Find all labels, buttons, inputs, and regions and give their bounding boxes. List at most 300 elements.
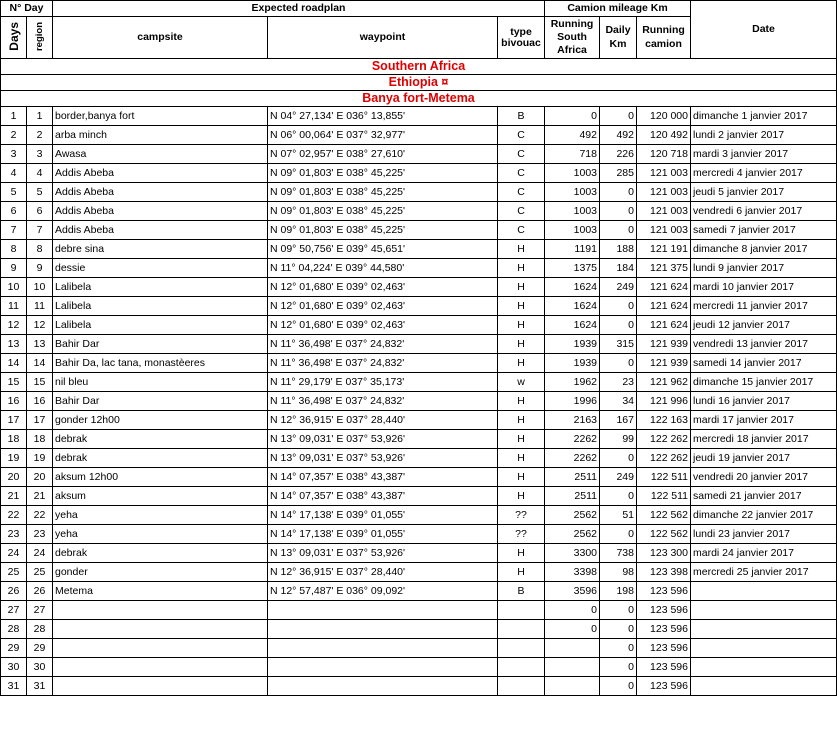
table-row — [1, 145, 837, 164]
campsite-cell: gonder — [53, 563, 268, 582]
table-row — [1, 240, 837, 259]
daily-km-cell: 0 — [600, 639, 637, 658]
type-bivouac-cell: H — [498, 335, 545, 354]
date-cell: samedi 7 janvier 2017 — [691, 221, 837, 240]
waypoint-cell: N 14° 17,138' E 039° 01,055' — [268, 506, 498, 525]
region-header — [27, 17, 53, 59]
date-cell: mercredi 11 janvier 2017 — [691, 297, 837, 316]
date-cell: dimanche 22 janvier 2017 — [691, 506, 837, 525]
running-camion-cell: 121 003 — [637, 164, 691, 183]
type-bivouac-cell: H — [498, 468, 545, 487]
table-row — [1, 582, 837, 601]
daily-km-cell: 0 — [600, 297, 637, 316]
running-camion-cell: 121 624 — [637, 316, 691, 335]
section-banya-label: Banya fort-Metema — [1, 91, 837, 107]
date-cell: jeudi 12 janvier 2017 — [691, 316, 837, 335]
table-row — [1, 107, 837, 126]
waypoint-cell — [268, 658, 498, 677]
date-cell: samedi 21 janvier 2017 — [691, 487, 837, 506]
days-header — [1, 17, 27, 59]
daily-km-cell: 184 — [600, 259, 637, 278]
table-row — [1, 335, 837, 354]
date-cell: mercredi 4 janvier 2017 — [691, 164, 837, 183]
campsite-cell: Bahir Dar — [53, 392, 268, 411]
type-bivouac-cell: H — [498, 563, 545, 582]
date-cell: mardi 3 janvier 2017 — [691, 145, 837, 164]
running-camion-cell: 123 596 — [637, 639, 691, 658]
type-bivouac-cell: H — [498, 297, 545, 316]
day-cell: 28 — [1, 620, 27, 639]
running-sa-cell: 2511 — [545, 468, 600, 487]
campsite-cell: Lalibela — [53, 278, 268, 297]
daily-km-cell: 0 — [600, 525, 637, 544]
date-cell: dimanche 8 janvier 2017 — [691, 240, 837, 259]
daily-km-cell: 34 — [600, 392, 637, 411]
region-cell: 7 — [27, 221, 53, 240]
waypoint-cell: N 11° 36,498' E 037° 24,832' — [268, 335, 498, 354]
table-row — [1, 639, 837, 658]
running-camion-cell: 121 624 — [637, 278, 691, 297]
region-cell: 2 — [27, 126, 53, 145]
type-bivouac-cell: H — [498, 487, 545, 506]
running-camion-cell: 123 596 — [637, 677, 691, 696]
type-bivouac-cell: ?? — [498, 525, 545, 544]
daily-km-cell: 249 — [600, 468, 637, 487]
table-row — [1, 658, 837, 677]
campsite-cell: Bahir Da, lac tana, monastèeres — [53, 354, 268, 373]
campsite-cell: Lalibela — [53, 316, 268, 335]
running-sa-cell: 1962 — [545, 373, 600, 392]
type-bivouac-cell: C — [498, 183, 545, 202]
running-camion-cell: 120 718 — [637, 145, 691, 164]
date-cell: samedi 14 janvier 2017 — [691, 354, 837, 373]
days-header-label: Days — [6, 21, 21, 51]
day-cell: 5 — [1, 183, 27, 202]
table-row — [1, 430, 837, 449]
waypoint-cell: N 11° 36,498' E 037° 24,832' — [268, 392, 498, 411]
day-cell: 11 — [1, 297, 27, 316]
day-cell: 6 — [1, 202, 27, 221]
date-cell: jeudi 19 janvier 2017 — [691, 449, 837, 468]
running-camion-cell: 122 562 — [637, 506, 691, 525]
campsite-cell: debrak — [53, 544, 268, 563]
daily-km-cell: 99 — [600, 430, 637, 449]
daily-km-cell: 167 — [600, 411, 637, 430]
day-cell: 14 — [1, 354, 27, 373]
header-row-1 — [1, 1, 837, 17]
region-cell: 18 — [27, 430, 53, 449]
running-camion-cell: 123 398 — [637, 563, 691, 582]
date-cell: mercredi 18 janvier 2017 — [691, 430, 837, 449]
type-bivouac-cell — [498, 620, 545, 639]
running-camion-cell: 122 511 — [637, 487, 691, 506]
table-row — [1, 468, 837, 487]
waypoint-cell: N 14° 17,138' E 039° 01,055' — [268, 525, 498, 544]
table-row — [1, 183, 837, 202]
region-cell: 17 — [27, 411, 53, 430]
running-sa-cell: 2562 — [545, 506, 600, 525]
running-camion-cell: 121 191 — [637, 240, 691, 259]
waypoint-cell: N 09° 01,803' E 038° 45,225' — [268, 202, 498, 221]
type-bivouac-cell: C — [498, 126, 545, 145]
running-camion-cell: 123 596 — [637, 601, 691, 620]
table-row — [1, 164, 837, 183]
type-bivouac-cell: C — [498, 221, 545, 240]
region-cell: 15 — [27, 373, 53, 392]
region-cell: 8 — [27, 240, 53, 259]
day-cell: 22 — [1, 506, 27, 525]
waypoint-cell: N 09° 50,756' E 039° 45,651' — [268, 240, 498, 259]
type-bivouac-cell: H — [498, 259, 545, 278]
table-row — [1, 677, 837, 696]
campsite-cell: Bahir Dar — [53, 335, 268, 354]
waypoint-cell: N 06° 00,064' E 037° 32,977' — [268, 126, 498, 145]
waypoint-header: waypoint — [268, 17, 498, 59]
daily-km-cell: 51 — [600, 506, 637, 525]
day-cell: 21 — [1, 487, 27, 506]
day-cell: 2 — [1, 126, 27, 145]
running-sa-cell: 1939 — [545, 335, 600, 354]
date-cell: mardi 17 janvier 2017 — [691, 411, 837, 430]
campsite-cell: Addis Abeba — [53, 164, 268, 183]
daily-km-cell: 23 — [600, 373, 637, 392]
running-sa-cell: 1003 — [545, 202, 600, 221]
waypoint-cell — [268, 677, 498, 696]
daily-km-cell: 0 — [600, 620, 637, 639]
type-bivouac-cell: C — [498, 145, 545, 164]
running-camion-cell: 122 262 — [637, 430, 691, 449]
waypoint-cell: N 12° 01,680' E 039° 02,463' — [268, 297, 498, 316]
region-cell: 13 — [27, 335, 53, 354]
running-camion-cell: 121 962 — [637, 373, 691, 392]
running-camion-cell: 120 000 — [637, 107, 691, 126]
campsite-cell — [53, 658, 268, 677]
waypoint-cell: N 09° 01,803' E 038° 45,225' — [268, 183, 498, 202]
day-cell: 13 — [1, 335, 27, 354]
table-row — [1, 620, 837, 639]
campsite-cell: arba minch — [53, 126, 268, 145]
region-cell: 21 — [27, 487, 53, 506]
campsite-cell: border,banya fort — [53, 107, 268, 126]
date-cell: mardi 10 janvier 2017 — [691, 278, 837, 297]
running-camion-cell: 123 300 — [637, 544, 691, 563]
campsite-cell: Metema — [53, 582, 268, 601]
type-bivouac-cell: H — [498, 354, 545, 373]
running-sa-cell: 718 — [545, 145, 600, 164]
table-row — [1, 354, 837, 373]
expected-roadplan-header: Expected roadplan — [53, 1, 545, 17]
region-cell: 30 — [27, 658, 53, 677]
waypoint-cell: N 09° 01,803' E 038° 45,225' — [268, 164, 498, 183]
running-sa-cell — [545, 639, 600, 658]
daily-km-cell: 98 — [600, 563, 637, 582]
table-row — [1, 506, 837, 525]
date-cell: lundi 23 janvier 2017 — [691, 525, 837, 544]
region-cell: 24 — [27, 544, 53, 563]
table-row — [1, 392, 837, 411]
section-banya — [1, 91, 837, 107]
date-cell — [691, 601, 837, 620]
campsite-cell: Addis Abeba — [53, 202, 268, 221]
running-sa-cell: 1003 — [545, 164, 600, 183]
section-ethiopia — [1, 75, 837, 91]
daily-km-cell: 738 — [600, 544, 637, 563]
region-cell: 26 — [27, 582, 53, 601]
waypoint-cell: N 13° 09,031' E 037° 53,926' — [268, 430, 498, 449]
region-cell: 28 — [27, 620, 53, 639]
day-cell: 26 — [1, 582, 27, 601]
daily-km-cell: 0 — [600, 601, 637, 620]
day-cell: 16 — [1, 392, 27, 411]
campsite-cell: Awasa — [53, 145, 268, 164]
table-row — [1, 449, 837, 468]
type-bivouac-cell — [498, 639, 545, 658]
daily-km-cell: 0 — [600, 183, 637, 202]
table-row — [1, 525, 837, 544]
waypoint-cell: N 12° 01,680' E 039° 02,463' — [268, 278, 498, 297]
waypoint-cell: N 09° 01,803' E 038° 45,225' — [268, 221, 498, 240]
type-bivouac-cell: ?? — [498, 506, 545, 525]
day-cell: 29 — [1, 639, 27, 658]
region-cell: 4 — [27, 164, 53, 183]
day-cell: 1 — [1, 107, 27, 126]
date-cell — [691, 677, 837, 696]
campsite-cell: gonder 12h00 — [53, 411, 268, 430]
region-header-label: region — [33, 21, 45, 51]
date-cell: lundi 2 janvier 2017 — [691, 126, 837, 145]
type-bivouac-header: type bivouac — [498, 17, 545, 59]
daily-km-header: Daily Km — [600, 17, 637, 59]
running-camion-cell: 121 003 — [637, 221, 691, 240]
type-bivouac-cell — [498, 658, 545, 677]
campsite-cell: Addis Abeba — [53, 183, 268, 202]
type-bivouac-cell: H — [498, 240, 545, 259]
table-row — [1, 601, 837, 620]
daily-km-cell: 249 — [600, 278, 637, 297]
running-camion-cell: 121 003 — [637, 202, 691, 221]
type-bivouac-cell: B — [498, 107, 545, 126]
daily-km-cell: 226 — [600, 145, 637, 164]
table-row — [1, 297, 837, 316]
day-cell: 25 — [1, 563, 27, 582]
running-sa-cell — [545, 658, 600, 677]
type-bivouac-cell: H — [498, 392, 545, 411]
table-row — [1, 373, 837, 392]
waypoint-cell: N 14° 07,357' E 038° 43,387' — [268, 487, 498, 506]
section-ethiopia-label: Ethiopia ¤ — [1, 75, 837, 91]
running-camion-cell: 122 562 — [637, 525, 691, 544]
running-sa-cell: 492 — [545, 126, 600, 145]
day-cell: 23 — [1, 525, 27, 544]
running-camion-cell: 120 492 — [637, 126, 691, 145]
day-cell: 8 — [1, 240, 27, 259]
campsite-cell — [53, 601, 268, 620]
campsite-cell — [53, 620, 268, 639]
type-bivouac-cell: H — [498, 430, 545, 449]
running-camion-cell: 121 003 — [637, 183, 691, 202]
type-bivouac-cell: H — [498, 449, 545, 468]
type-bivouac-cell: H — [498, 544, 545, 563]
waypoint-cell: N 14° 07,357' E 038° 43,387' — [268, 468, 498, 487]
running-camion-cell: 121 939 — [637, 354, 691, 373]
day-cell: 4 — [1, 164, 27, 183]
running-camion-header: Running camion — [637, 17, 691, 59]
running-sa-header: Running South Africa — [545, 17, 600, 59]
waypoint-cell: N 12° 36,915' E 037° 28,440' — [268, 411, 498, 430]
table-row — [1, 202, 837, 221]
date-cell: dimanche 1 janvier 2017 — [691, 107, 837, 126]
running-sa-cell: 1375 — [545, 259, 600, 278]
running-camion-cell: 121 624 — [637, 297, 691, 316]
campsite-cell — [53, 677, 268, 696]
waypoint-cell: N 11° 29,179' E 037° 35,173' — [268, 373, 498, 392]
type-bivouac-cell — [498, 601, 545, 620]
table-row — [1, 278, 837, 297]
section-southern-africa-label: Southern Africa — [1, 59, 837, 75]
region-cell: 10 — [27, 278, 53, 297]
running-sa-cell: 2262 — [545, 430, 600, 449]
day-cell: 30 — [1, 658, 27, 677]
running-sa-cell: 2562 — [545, 525, 600, 544]
type-bivouac-cell: C — [498, 202, 545, 221]
daily-km-cell: 0 — [600, 449, 637, 468]
day-cell: 19 — [1, 449, 27, 468]
daily-km-cell: 0 — [600, 221, 637, 240]
table-row — [1, 221, 837, 240]
waypoint-cell: N 11° 36,498' E 037° 24,832' — [268, 354, 498, 373]
camion-mileage-header: Camion mileage Km — [545, 1, 691, 17]
type-bivouac-cell: H — [498, 411, 545, 430]
table-row — [1, 259, 837, 278]
waypoint-cell — [268, 601, 498, 620]
daily-km-cell: 0 — [600, 316, 637, 335]
running-sa-cell: 1003 — [545, 183, 600, 202]
running-camion-cell: 123 596 — [637, 582, 691, 601]
campsite-cell: aksum — [53, 487, 268, 506]
campsite-cell: debrak — [53, 449, 268, 468]
campsite-cell: Addis Abeba — [53, 221, 268, 240]
region-cell: 23 — [27, 525, 53, 544]
date-cell: vendredi 6 janvier 2017 — [691, 202, 837, 221]
campsite-cell: yeha — [53, 506, 268, 525]
type-bivouac-cell: w — [498, 373, 545, 392]
region-cell: 11 — [27, 297, 53, 316]
running-sa-cell: 1624 — [545, 278, 600, 297]
region-cell: 20 — [27, 468, 53, 487]
day-cell: 15 — [1, 373, 27, 392]
region-cell: 12 — [27, 316, 53, 335]
date-cell: mardi 24 janvier 2017 — [691, 544, 837, 563]
campsite-cell: dessie — [53, 259, 268, 278]
running-camion-cell: 121 375 — [637, 259, 691, 278]
daily-km-cell: 0 — [600, 658, 637, 677]
region-cell: 19 — [27, 449, 53, 468]
running-camion-cell: 122 163 — [637, 411, 691, 430]
daily-km-cell: 315 — [600, 335, 637, 354]
waypoint-cell: N 04° 27,134' E 036° 13,855' — [268, 107, 498, 126]
waypoint-cell: N 12° 57,487' E 036° 09,092' — [268, 582, 498, 601]
region-cell: 1 — [27, 107, 53, 126]
daily-km-cell: 0 — [600, 107, 637, 126]
date-cell — [691, 658, 837, 677]
type-bivouac-cell: B — [498, 582, 545, 601]
date-cell — [691, 620, 837, 639]
day-cell: 17 — [1, 411, 27, 430]
day-cell: 27 — [1, 601, 27, 620]
running-sa-cell: 0 — [545, 601, 600, 620]
waypoint-cell: N 13° 09,031' E 037° 53,926' — [268, 544, 498, 563]
running-sa-cell: 2163 — [545, 411, 600, 430]
type-bivouac-cell: H — [498, 316, 545, 335]
daily-km-cell: 188 — [600, 240, 637, 259]
date-cell: mercredi 25 janvier 2017 — [691, 563, 837, 582]
region-cell: 3 — [27, 145, 53, 164]
running-sa-cell: 1624 — [545, 297, 600, 316]
daily-km-cell: 0 — [600, 202, 637, 221]
campsite-cell: debrak — [53, 430, 268, 449]
type-bivouac-cell — [498, 677, 545, 696]
table-row — [1, 563, 837, 582]
running-sa-cell: 1191 — [545, 240, 600, 259]
region-cell: 9 — [27, 259, 53, 278]
date-cell: lundi 16 janvier 2017 — [691, 392, 837, 411]
running-camion-cell: 123 596 — [637, 620, 691, 639]
running-sa-cell: 0 — [545, 620, 600, 639]
daily-km-cell: 0 — [600, 677, 637, 696]
waypoint-cell: N 12° 01,680' E 039° 02,463' — [268, 316, 498, 335]
table-row — [1, 544, 837, 563]
region-cell: 31 — [27, 677, 53, 696]
campsite-cell: debre sina — [53, 240, 268, 259]
date-cell: vendredi 20 janvier 2017 — [691, 468, 837, 487]
region-cell: 5 — [27, 183, 53, 202]
running-sa-cell: 2511 — [545, 487, 600, 506]
day-cell: 7 — [1, 221, 27, 240]
n-day-header: N° Day — [1, 1, 53, 17]
region-cell: 29 — [27, 639, 53, 658]
date-cell: jeudi 5 janvier 2017 — [691, 183, 837, 202]
running-camion-cell: 122 511 — [637, 468, 691, 487]
running-sa-cell: 1996 — [545, 392, 600, 411]
running-camion-cell: 123 596 — [637, 658, 691, 677]
date-cell: lundi 9 janvier 2017 — [691, 259, 837, 278]
daily-km-cell: 198 — [600, 582, 637, 601]
region-cell: 16 — [27, 392, 53, 411]
running-sa-cell: 3300 — [545, 544, 600, 563]
day-cell: 24 — [1, 544, 27, 563]
table-row — [1, 316, 837, 335]
day-cell: 31 — [1, 677, 27, 696]
running-camion-cell: 122 262 — [637, 449, 691, 468]
running-sa-cell: 1939 — [545, 354, 600, 373]
region-cell: 22 — [27, 506, 53, 525]
waypoint-cell: N 11° 04,224' E 039° 44,580' — [268, 259, 498, 278]
region-cell: 6 — [27, 202, 53, 221]
daily-km-cell: 492 — [600, 126, 637, 145]
daily-km-cell: 0 — [600, 487, 637, 506]
day-cell: 3 — [1, 145, 27, 164]
day-cell: 9 — [1, 259, 27, 278]
campsite-cell: Lalibela — [53, 297, 268, 316]
table-row — [1, 126, 837, 145]
campsite-cell: nil bleu — [53, 373, 268, 392]
date-header: Date — [691, 1, 837, 59]
day-cell: 10 — [1, 278, 27, 297]
waypoint-cell: N 07° 02,957' E 038° 27,610' — [268, 145, 498, 164]
running-camion-cell: 121 996 — [637, 392, 691, 411]
running-sa-cell: 3398 — [545, 563, 600, 582]
waypoint-cell — [268, 639, 498, 658]
